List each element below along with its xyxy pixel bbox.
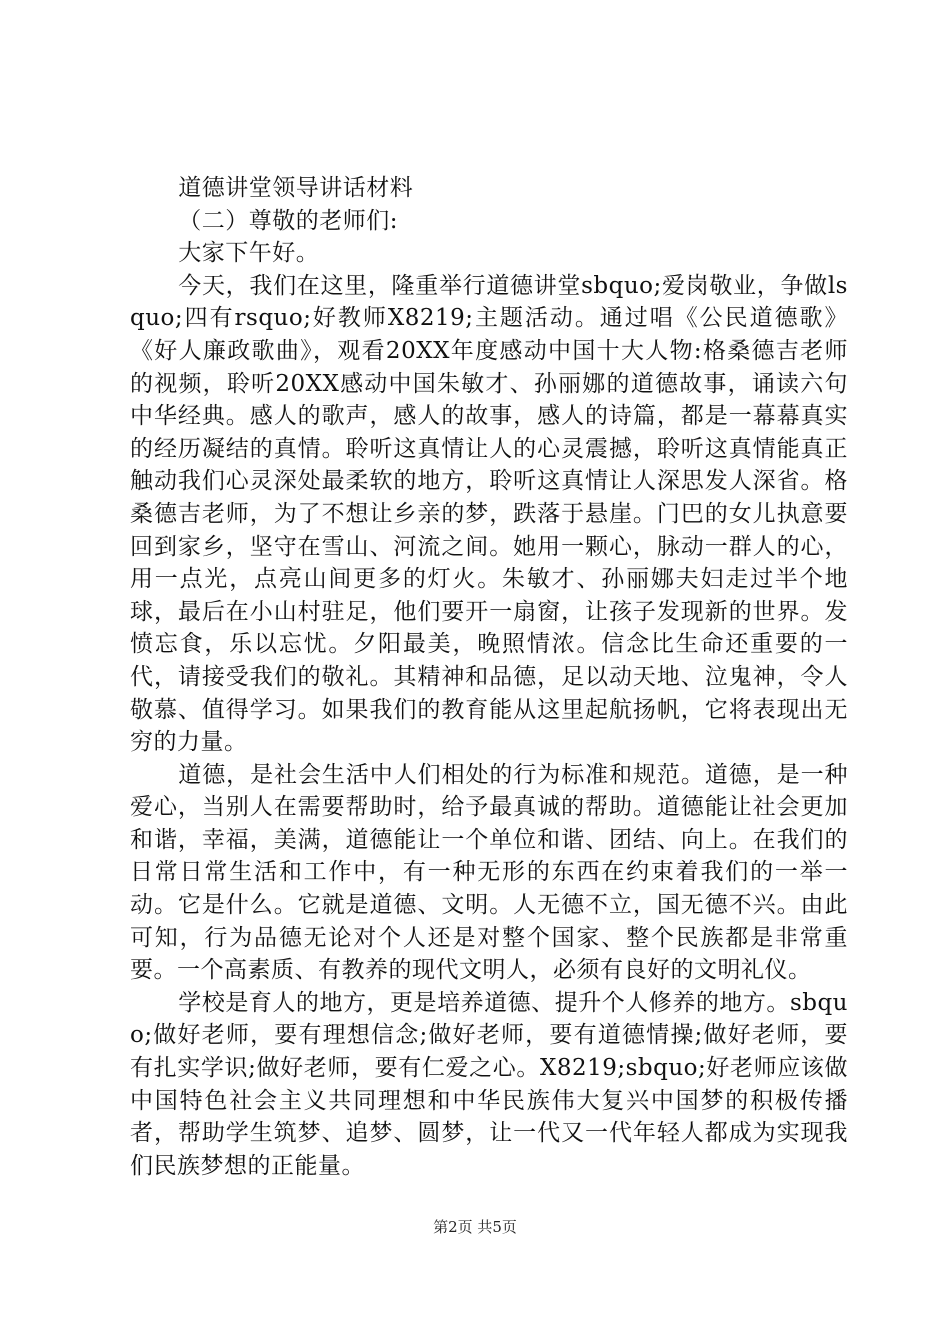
paragraph-morality: 道德，是社会生活中人们相处的行为标准和规范。道德，是一种爱心，当别人在需要帮助时，给予最真诚的帮助。道德能让社会更加和谐，幸福，美满，道德能让一个单位和谐、团结、向上。在我们的日常日常生活和工作中，有一种无形的东西在约束着我们的一举一动。它是什么。它就是道德、文明。人无德不立，国无德不兴。由此可知，行为品德无论对个人还是对整个国家、整个民族都是非常重要。一个高素质、有教养的现代文明人，必须有良好的文明礼仪。: [130, 761, 848, 984]
paragraph-intro: 今天，我们在这里，隆重举行道德讲堂sbquo;爱岗敬业，争做lsquo;四有rsquo;好教师X8219;主题活动。通过唱《公民道德歌》《好人廉政歌曲》，观看20XX年度感动中国十大人物:格桑德吉老师的视频，聆听20XX感动中国朱敏才、孙丽娜的道德故事，诵读六句中华经典。感人的歌声，感人的故事，感人的诗篇，都是一幕幕真实的经历凝结的真情。聆听这真情让人的心灵震撼，聆听这真情能真正触动我们心灵深处最柔软的地方，聆听这真情让人深思发人深省。格桑德吉老师，为了不想让乡亲的梦，跌落于悬崖。门巴的女儿执意要回到家乡，坚守在雪山、河流之间。她用一颗心，脉动一群人的心，用一点光，点亮山间更多的灯火。朱敏才、孙丽娜夫妇走过半个地球，最后在小山村驻足，他们要开一扇窗，让孩子发现新的世界。发愤忘食，乐以忘忧。夕阳最美，晚照情浓。信念比生命还重要的一代，请接受我们的敬礼。其精神和品德，足以动天地、泣鬼神，令人敬慕、值得学习。如果我们的教育能从这里起航扬帆，它将表现出无穷的力量。: [130, 272, 848, 756]
paragraph-school: 学校是育人的地方，更是培养道德、提升个人修养的地方。sbquo;做好老师，要有理想信念;做好老师，要有道德情操;做好老师，要有扎实学识;做好老师，要有仁爱之心。X8219;sbquo;好老师应该做中国特色社会主义共同理想和中华民族伟大复兴中国梦的积极传播者，帮助学生筑梦、追梦、圆梦，让一代又一代年轻人都成为实现我们民族梦想的正能量。: [130, 989, 848, 1179]
page-number-footer: 第2页 共5页: [433, 1218, 517, 1236]
greeting: 大家下午好。: [178, 240, 320, 267]
document-body: [130, 172, 848, 1182]
document-title: 道德讲堂领导讲话材料: [178, 175, 414, 201]
salutation: （二）尊敬的老师们:: [178, 207, 399, 234]
